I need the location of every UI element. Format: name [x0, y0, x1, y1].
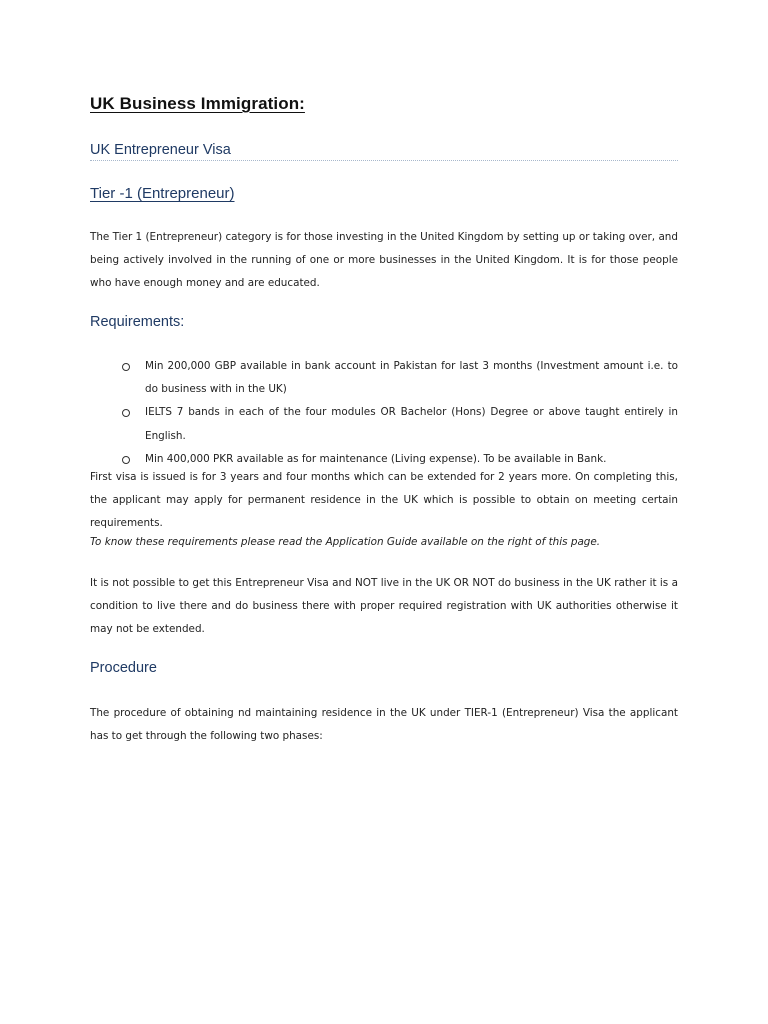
intro-paragraph: The Tier 1 (Entrepreneur) category is for those investing in the United Kingdom by setting up or taking over, and being actively involved in the running of one or more businesses in the United Kingdom. It is for those people who have enough money and are educated.: [90, 231, 678, 290]
requirement-item: [122, 401, 678, 447]
application-guide-note: To know these requirements please read the Application Guide available on the right of this page.: [90, 536, 601, 548]
visa-duration-paragraph: First visa is issued is for 3 years and four months which can be extended for 2 years more. On completing this, the applicant may apply for permanent residence in the UK which is possible to obtain on meeting certain requirements.: [90, 471, 678, 530]
requirement-text: Min 400,000 PKR available as for maintenance (Living expense). To be available in Bank.: [145, 452, 607, 465]
hollow-circle-bullet-icon: [122, 409, 130, 417]
hollow-circle-bullet-icon: [122, 456, 130, 464]
tier-heading: Tier -1 (Entrepreneur): [90, 185, 235, 202]
requirement-text: IELTS 7 bands in each of the four modules OR Bachelor (Hons) Degree or above taught entirely in English.: [145, 406, 678, 442]
visa-heading: UK Entrepreneur Visa: [90, 142, 678, 161]
procedure-heading: Procedure: [90, 660, 157, 676]
requirements-list: [122, 355, 678, 471]
document-title: UK Business Immigration:: [90, 94, 305, 113]
requirement-text: Min 200,000 GBP available in bank account in Pakistan for last 3 months (Investment amount i.e. to do business with in the UK): [145, 360, 678, 396]
requirements-heading: Requirements:: [90, 314, 185, 330]
procedure-paragraph: The procedure of obtaining nd maintaining residence in the UK under TIER-1 (Entrepreneur) Visa the applicant has to get through the following two phases:: [90, 707, 678, 743]
condition-paragraph: It is not possible to get this Entrepreneur Visa and NOT live in the UK OR NOT do business in the UK rather it is a condition to live there and do business there with proper required registration with UK authorities otherwise it may not be extended.: [90, 577, 678, 636]
requirement-item: [122, 355, 678, 401]
hollow-circle-bullet-icon: [122, 363, 130, 371]
